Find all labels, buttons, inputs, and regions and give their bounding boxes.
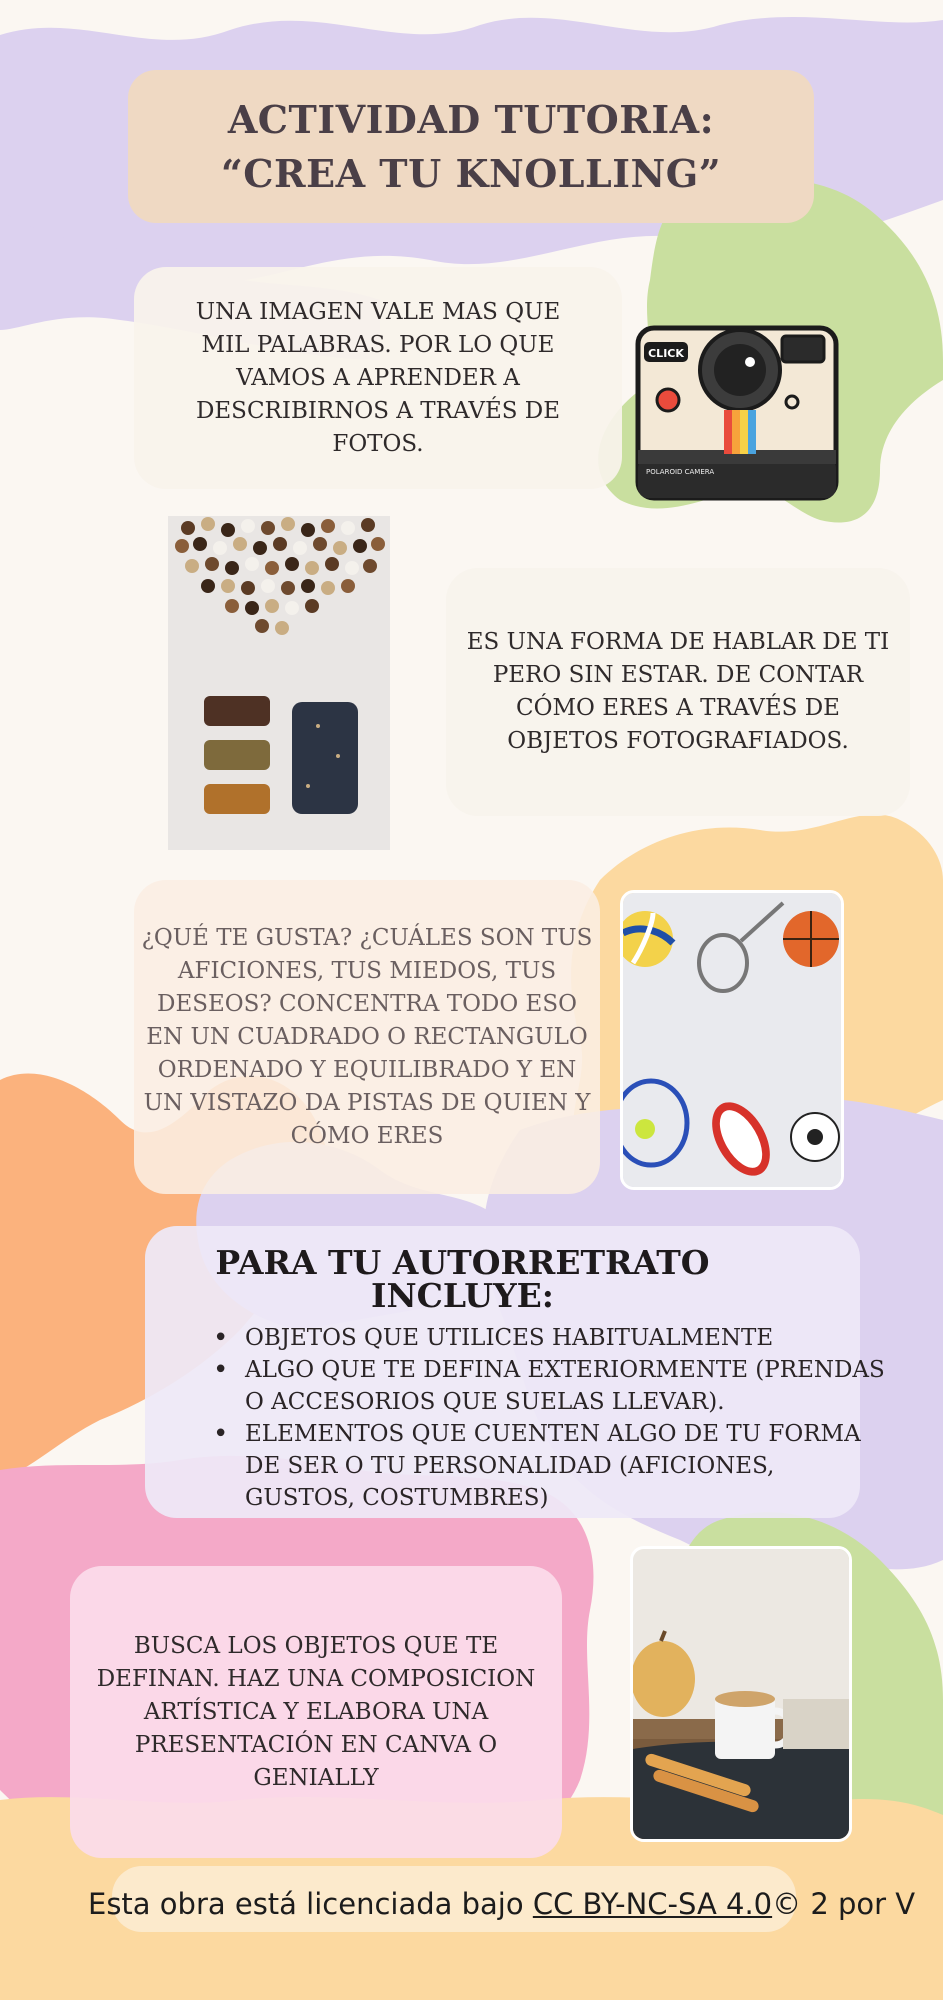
task-card <box>70 1566 562 1858</box>
task-text: BUSCA LOS OBJETOS QUE TE DEFINAN. HAZ UNA COMPOSICION ARTÍSTICA Y ELABORA UNA PRESENTACIÓN EN CANVA O GENIALLY <box>96 1632 536 1791</box>
list-item: • OBJETOS QUE UTILICES HABITUALMENTE <box>195 1322 885 1354</box>
license-notice <box>88 1886 915 1922</box>
intro-card <box>134 267 622 489</box>
questions-text: ¿QUÉ TE GUSTA? ¿CUÁLES SON TUS AFICIONES, TUS MIEDOS, TUS DESEOS? CONCENTRA TODO ESO EN UN CUADRADO O RECTANGULO ORDENADO Y EQUILIBRADO Y EN UN VISTAZO DA PISTAS DE QUIEN Y CÓMO ERES <box>141 924 593 1149</box>
title-card <box>128 70 814 223</box>
mug-photo <box>630 1546 852 1842</box>
camera-brand-label: POLAROID CAMERA <box>646 468 715 476</box>
camera-icon <box>632 322 842 504</box>
list-item: • ALGO QUE TE DEFINA EXTERIORMENTE (PRENDAS O ACCESORIOS QUE SUELAS LLEVAR). <box>195 1354 885 1418</box>
include-title-line2: INCLUYE: <box>371 1276 554 1315</box>
definition-text: ES UNA FORMA DE HABLAR DE TI PERO SIN ESTAR. DE CONTAR CÓMO ERES A TRAVÉS DE OBJETOS FOTOGRAFIADOS. <box>466 629 890 754</box>
include-list <box>195 1322 885 1514</box>
license-link[interactable]: CC BY-NC-SA 4.0 <box>532 1887 773 1921</box>
questions-card <box>134 880 600 1194</box>
list-item: • ELEMENTOS QUE CUENTEN ALGO DE TU FORMA DE SER O TU PERSONALIDAD (AFICIONES, GUSTOS, COSTUMBRES) <box>195 1418 885 1514</box>
page-title-line1: ACTIVIDAD TUTORIA: <box>227 96 715 142</box>
include-title <box>195 1243 830 1315</box>
license-prefix: Esta obra está licenciada bajo <box>88 1887 533 1921</box>
buttons-thread-photo <box>168 516 390 850</box>
license-suffix: © 2 por V <box>772 1887 916 1921</box>
include-title-line1: PARA TU AUTORRETRATO <box>215 1243 710 1282</box>
definition-card <box>446 568 910 816</box>
camera-click-label: CLICK <box>648 347 684 360</box>
page-title-line2: “CREA TU KNOLLING” <box>220 150 722 196</box>
include-card <box>145 1226 885 1518</box>
sports-photo <box>620 890 844 1190</box>
intro-text: UNA IMAGEN VALE MAS QUE MIL PALABRAS. POR LO QUE VAMOS A APRENDER A DESCRIBIRNOS A TRAVÉS DE FOTOS. <box>195 298 561 457</box>
